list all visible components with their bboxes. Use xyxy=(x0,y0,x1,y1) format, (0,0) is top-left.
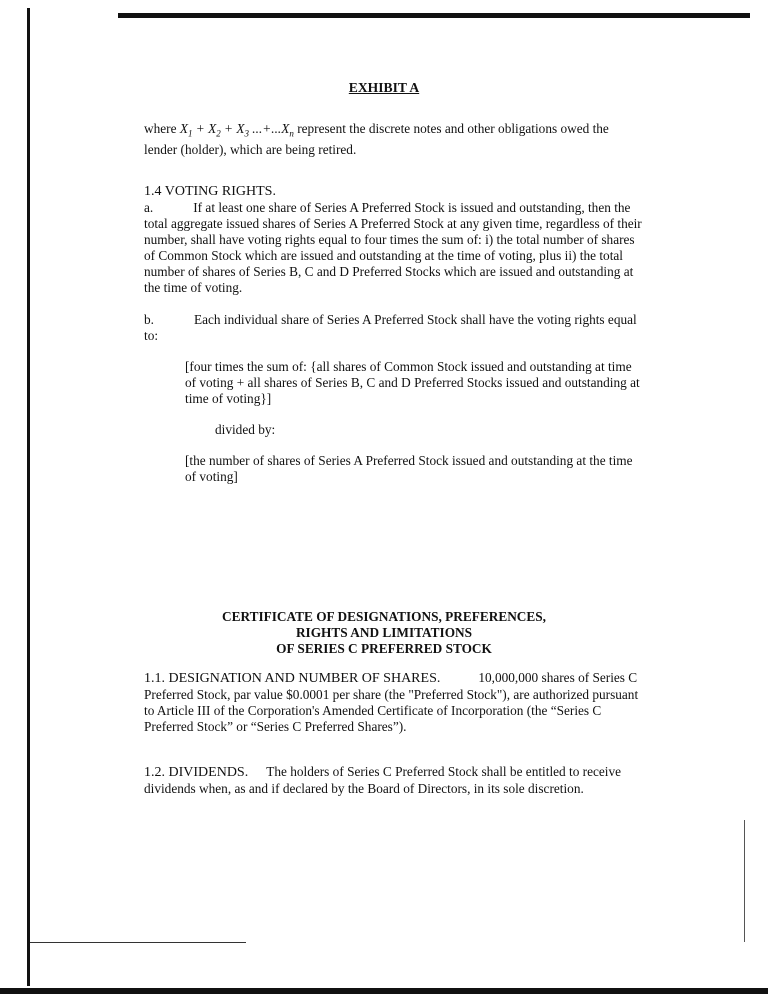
clause-b-label: b. xyxy=(144,312,154,327)
voting-clause-a xyxy=(144,200,644,296)
exhibit-title: EXHIBIT A xyxy=(348,80,420,95)
divided-by-label: divided by: xyxy=(215,422,276,437)
certificate-heading-line3: OF SERIES C PREFERRED STOCK xyxy=(276,641,492,656)
clause-b-text: Each individual share of Series A Preferred Stock shall have the voting rights equal to: xyxy=(144,312,637,343)
voting-clause-b xyxy=(144,312,644,344)
dividends-paragraph xyxy=(144,764,644,797)
designation-text: Preferred Stock, par value $0.0001 per share (the "Preferred Stock"), are authorized pursuant to Article III of the Corporation's Amended Certificate of Incorporation (the “Series C Preferred Stock” or “Series C Preferred Shares”). xyxy=(144,687,639,734)
certificate-heading-line1: CERTIFICATE OF DESIGNATIONS, PREFERENCES, xyxy=(221,609,546,624)
scan-bottom-edge xyxy=(0,988,768,994)
designation-paragraph xyxy=(144,670,649,735)
designation-lead-text: 10,000,000 shares of Series C xyxy=(478,670,638,685)
dividends-lead-text: The holders of Series C Preferred Stock shall be entitled to receive xyxy=(266,764,622,779)
clause-a-label: a. xyxy=(144,200,154,215)
formula-prefix: where xyxy=(144,121,180,136)
formula-description: represent the discrete notes and other obligations owed the lender (holder), which are being retired. xyxy=(144,121,609,157)
voting-denominator: [the number of shares of Series A Preferred Stock issued and outstanding at the time of voting] xyxy=(185,453,633,484)
formula-paragraph xyxy=(144,121,644,158)
footnote-rule xyxy=(30,942,246,943)
designation-title: 1.1. DESIGNATION AND NUMBER OF SHARES. xyxy=(144,671,441,686)
scan-left-margin-line xyxy=(27,8,30,986)
formula-expression: $X_1 + X_2 + X_3$ $...+...X_n$ xyxy=(179,121,294,139)
dividends-title: 1.2. DIVIDENDS. xyxy=(144,765,249,780)
clause-a-text: If at least one share of Series A Preferred Stock is issued and outstanding, then the total aggregate issued shares of Series A Preferred Stock at any given time, regardless of their number, shall have voting rights equal to four times the sum of: i) the total number of shares of Common Stock which are issued and outstanding at the time of voting, plus ii) the total number of shares of Series B, C and D Preferred Stocks which are issued and outstanding at the time of voting. xyxy=(144,200,642,295)
scan-top-rule xyxy=(118,13,750,18)
scan-right-margin-line xyxy=(744,820,745,942)
voting-rights-heading: 1.4 VOTING RIGHTS. xyxy=(144,184,276,199)
voting-numerator: [four times the sum of: {all shares of Common Stock issued and outstanding at time of voting + all shares of Series B, C and D Preferred Stocks issued and outstanding at time of voting}] xyxy=(185,359,640,406)
certificate-heading-line2: RIGHTS AND LIMITATIONS xyxy=(295,625,473,640)
dividends-text: dividends when, as and if declared by the Board of Directors, in its sole discretion. xyxy=(144,781,584,796)
